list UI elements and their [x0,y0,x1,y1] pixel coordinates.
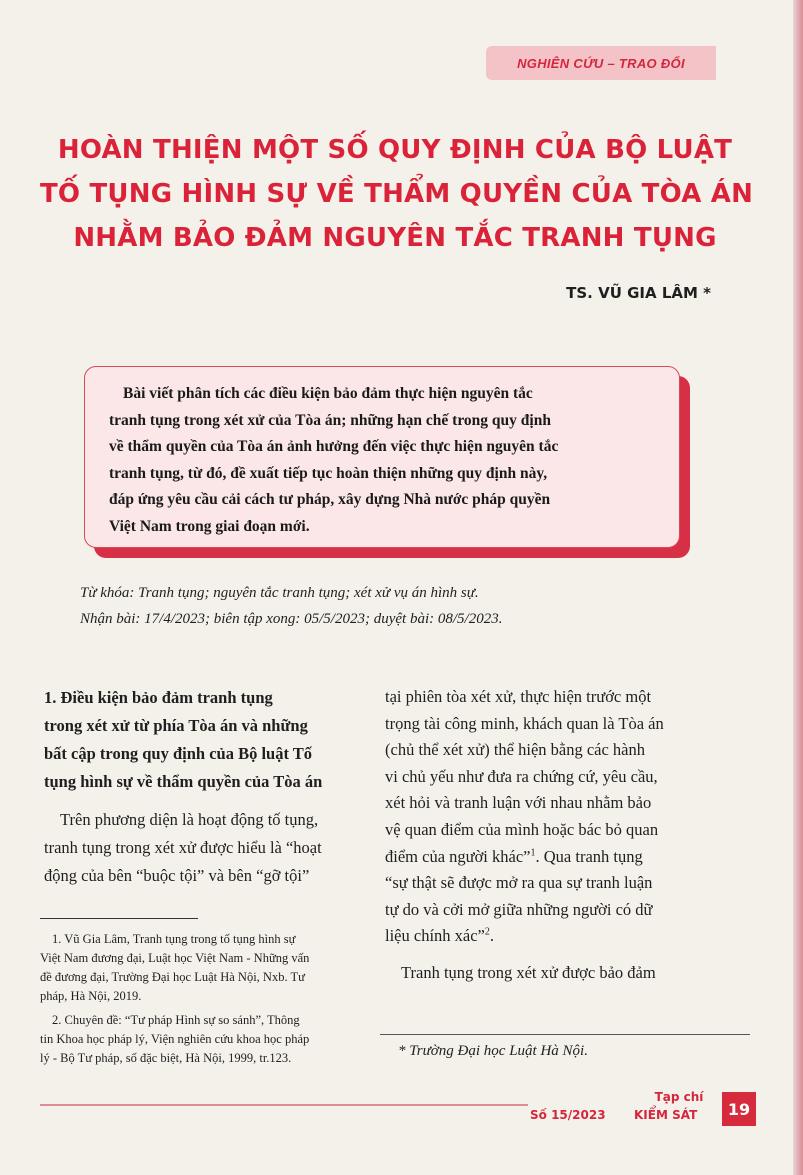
body-line: (chủ thể xét xử) thể hiện bằng các hành [385,740,646,760]
footnote-ref: 1 [530,847,536,859]
issue-number: Số 15/2023 [530,1108,606,1122]
footnote-line: pháp, Hà Nội, 2019. [40,989,142,1003]
abstract-line: về thẩm quyền của Tòa án ảnh hưởng đến việc thực hiện nguyên tắc [109,438,559,455]
abstract-box [84,366,680,548]
footnote-1 [40,930,360,1006]
abstract-line: Bài viết phân tích các điều kiện bảo đảm thực hiện nguyên tắc [123,385,533,402]
author-affiliation: * Trường Đại học Luật Hà Nội. [398,1043,588,1059]
journal-name: KIỂM SÁT [634,1108,698,1122]
body-line: Tranh tụng trong xét xử được bảo đảm [401,962,656,982]
body-line: xét hỏi và tranh luận với nhau nhằm bảo [385,793,652,813]
body-line: tranh tụng trong xét xử được hiểu là “hoạt [44,838,322,857]
journal-label: Tạp chí [654,1090,704,1104]
abstract-line: tranh tụng trong xét xử của Tòa án; những hạn chế trong quy định [109,411,551,429]
left-column [44,684,354,890]
body-line: tại phiên tòa xét xử, thực hiện trước một [385,687,652,706]
footnote-line: lý - Bộ Tư pháp, số đặc biệt, Hà Nội, 1999, tr.123. [40,1051,292,1065]
keywords-block [80,580,502,632]
body-line: tự do và cởi mở giữa những người có dữ [385,899,653,919]
section-heading [44,684,354,796]
body-text: . Qua tranh tụng [535,846,643,866]
abstract-line: Việt Nam trong giai đoạn mới. [109,517,310,535]
body-text: liệu chính xác” [385,926,485,946]
title-line: TỐ TỤNG HÌNH SỰ VỀ THẨM QUYỀN CỦA TÒA ÁN [40,179,754,209]
title-line: NHẰM BẢO ĐẢM NGUYÊN TẮC TRANH TỤNG [73,223,717,253]
body-line [385,923,755,950]
body-line: vệ quan điểm của mình hoặc bác bỏ quan [385,819,659,839]
heading-line: bất cập trong quy định của Bộ luật Tố [44,744,313,763]
submission-dates: Nhận bài: 17/4/2023; biên tập xong: 05/5/2023; duyệt bài: 08/5/2023. [80,611,503,627]
footnote-line: 1. Vũ Gia Lâm, Tranh tụng trong tố tụng hình sự [52,932,296,946]
body-text: . [489,926,494,946]
footer-rule [40,1104,528,1106]
right-column [385,684,755,987]
footnote-ref: 2 [484,926,490,938]
keywords: Từ khóa: Tranh tụng; nguyên tắc tranh tụng; xét xử vụ án hình sự. [80,585,479,601]
section-label: NGHIÊN CỨU – TRAO ĐỔI [486,46,716,80]
heading-line: 1. Điều kiện bảo đảm tranh tụng [44,688,273,707]
abstract-line: đáp ứng yêu cầu cải cách tư pháp, xây dựng Nhà nước pháp quyền [109,491,551,508]
affiliation-divider [380,1034,750,1035]
footnote-line: đề đương đại, Trường Đại học Luật Hà Nội, Nxb. Tư [40,970,305,984]
body-line: Trên phương diện là hoạt động tố tụng, [60,810,319,829]
footnote-divider [40,918,198,919]
body-line: động của bên “buộc tội” và bên “gỡ tội” [44,866,310,885]
page-number: 19 [722,1092,756,1126]
heading-line: tụng hình sự về thẩm quyền của Tòa án [44,772,323,791]
article-title [40,128,754,260]
body-text: điểm của người khác” [385,846,531,866]
page-edge-strip [793,0,803,1175]
body-line: “sự thật sẽ được mở ra qua sự tranh luận [385,873,653,893]
footnote-line: 2. Chuyên đề: “Tư pháp Hình sự so sánh”, Thông [52,1013,300,1027]
abstract-line: tranh tụng, từ đó, đề xuất tiếp tục hoàn thiện những quy định này, [109,464,548,482]
footnote-line: Việt Nam đương đại, Luật học Việt Nam - Những vấn [40,951,310,965]
body-line: vi chủ yếu như đưa ra chứng cứ, yêu cầu, [385,766,658,786]
body-line [385,844,755,871]
author-name: TS. VŨ GIA LÂM * [566,284,711,302]
footnotes [40,930,360,1068]
footnote-line: tin Khoa học pháp lý, Viện nghiên cứu khoa học pháp [40,1032,310,1046]
footnote-2 [40,1011,360,1068]
body-paragraph [44,806,354,890]
body-line: trọng tài công minh, khách quan là Tòa án [385,713,664,733]
title-line: HOÀN THIỆN MỘT SỐ QUY ĐỊNH CỦA BỘ LUẬT [57,135,733,165]
heading-line: trong xét xử từ phía Tòa án và những [44,716,308,735]
